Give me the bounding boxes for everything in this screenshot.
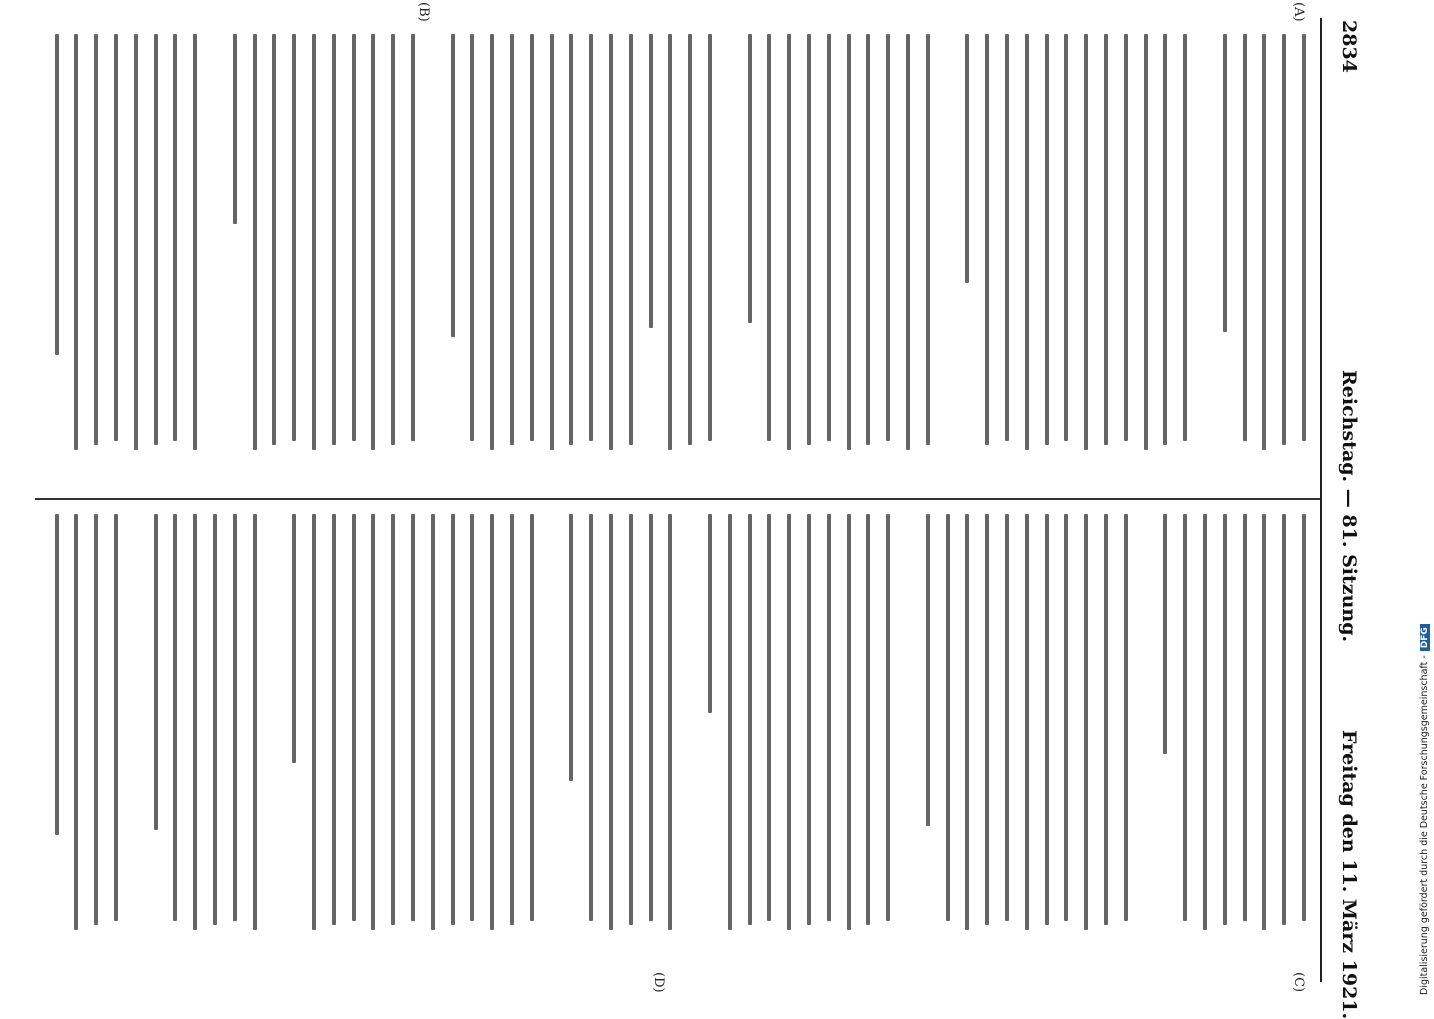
text-line	[233, 34, 237, 224]
text-line	[1104, 34, 1108, 445]
text-line	[728, 514, 732, 930]
text-line	[451, 34, 455, 337]
text-line	[965, 514, 969, 930]
text-line	[312, 514, 316, 930]
text-line	[708, 514, 712, 713]
text-line	[767, 514, 771, 921]
text-line	[173, 514, 177, 921]
text-line	[391, 34, 395, 445]
text-line	[668, 514, 672, 930]
text-line	[253, 34, 257, 450]
text-line	[886, 34, 890, 441]
text-line	[193, 514, 197, 930]
margin-letter-d: (D)	[651, 972, 666, 993]
digitization-credit	[1419, 624, 1430, 995]
text-line	[114, 514, 118, 921]
text-line	[609, 514, 613, 930]
text-line	[589, 34, 593, 441]
text-line	[114, 34, 118, 441]
text-line	[748, 514, 752, 925]
text-line	[866, 34, 870, 445]
text-line	[926, 514, 930, 826]
text-line	[371, 34, 375, 450]
text-line	[1045, 514, 1049, 925]
margin-letter-a: (A)	[1291, 2, 1306, 22]
text-line	[1243, 514, 1247, 921]
text-line	[1163, 514, 1167, 754]
text-line	[1243, 34, 1247, 441]
text-line	[213, 514, 217, 925]
header-rule	[1320, 18, 1322, 982]
text-line	[827, 514, 831, 921]
text-line	[391, 514, 395, 925]
text-column-left	[34, 34, 1314, 486]
text-line	[1262, 34, 1266, 450]
text-line	[470, 34, 474, 441]
text-line	[688, 34, 692, 445]
text-line	[1302, 514, 1306, 921]
text-line	[807, 514, 811, 925]
text-line	[510, 514, 514, 925]
text-line	[787, 514, 791, 930]
text-line	[352, 514, 356, 921]
text-line	[1104, 514, 1108, 925]
text-line	[649, 34, 653, 328]
text-line	[1005, 34, 1009, 441]
text-line	[94, 34, 98, 445]
text-line	[985, 34, 989, 445]
text-line	[134, 34, 138, 450]
text-line	[629, 514, 633, 925]
text-line	[847, 34, 851, 450]
text-line	[154, 514, 158, 830]
margin-letter-c: (C)	[1291, 972, 1306, 993]
text-line	[1025, 514, 1029, 930]
text-line	[629, 34, 633, 445]
text-line	[371, 514, 375, 930]
text-line	[748, 34, 752, 323]
text-line	[926, 34, 930, 445]
text-line	[550, 34, 554, 450]
text-line	[530, 514, 534, 921]
margin-letter-b: (B)	[416, 2, 431, 22]
text-line	[807, 34, 811, 445]
text-line	[490, 34, 494, 450]
text-line	[1262, 514, 1266, 930]
text-line	[1045, 34, 1049, 445]
text-line	[94, 514, 98, 925]
text-line	[847, 514, 851, 930]
text-line	[1223, 34, 1227, 332]
text-line	[312, 34, 316, 450]
text-line	[1064, 34, 1068, 441]
text-line	[332, 34, 336, 445]
text-line	[253, 514, 257, 930]
text-line	[1124, 34, 1128, 441]
text-line	[787, 34, 791, 450]
text-line	[569, 514, 573, 781]
text-line	[1005, 514, 1009, 921]
text-line	[1282, 34, 1286, 445]
text-line	[708, 34, 712, 441]
text-line	[767, 34, 771, 441]
text-line	[1203, 514, 1207, 930]
text-line	[1025, 34, 1029, 450]
text-line	[827, 34, 831, 441]
text-line	[490, 514, 494, 930]
text-line	[1183, 34, 1187, 441]
text-line	[411, 34, 415, 441]
text-line	[431, 514, 435, 930]
text-line	[173, 34, 177, 441]
text-line	[154, 34, 158, 445]
text-line	[352, 34, 356, 441]
text-line	[74, 514, 78, 930]
text-line	[292, 514, 296, 763]
page-number: 2834	[1338, 20, 1360, 73]
text-line	[193, 34, 197, 450]
text-line	[1144, 34, 1148, 450]
text-line	[55, 34, 59, 355]
text-line	[1183, 514, 1187, 921]
text-line	[569, 34, 573, 445]
column-divider	[35, 498, 1320, 500]
text-line	[589, 514, 593, 921]
text-line	[233, 514, 237, 921]
text-line	[1084, 34, 1088, 450]
text-line	[1084, 514, 1088, 930]
text-line	[530, 34, 534, 441]
text-line	[906, 34, 910, 450]
text-line	[1302, 34, 1306, 441]
text-line	[1282, 514, 1286, 925]
dfg-logo-icon: DFG	[1420, 624, 1430, 651]
text-line	[668, 34, 672, 450]
session-date: Freitag den 11. März 1921.	[1338, 730, 1360, 1019]
text-line	[1223, 514, 1227, 925]
text-line	[332, 514, 336, 925]
text-line	[451, 514, 455, 925]
text-line	[74, 34, 78, 450]
text-column-right	[34, 514, 1314, 966]
text-line	[55, 514, 59, 835]
text-line	[609, 34, 613, 450]
running-title: Reichstag. — 81. Sitzung.	[1338, 370, 1360, 643]
text-line	[1124, 514, 1128, 921]
text-line	[510, 34, 514, 445]
text-line	[985, 514, 989, 925]
page-header	[1324, 20, 1366, 1019]
text-line	[946, 514, 950, 921]
text-line	[649, 514, 653, 921]
text-line	[272, 34, 276, 445]
text-line	[886, 514, 890, 921]
text-line	[965, 34, 969, 283]
text-line	[1163, 34, 1167, 445]
text-line	[866, 514, 870, 925]
text-line	[292, 34, 296, 441]
text-line	[411, 514, 415, 921]
text-line	[470, 514, 474, 921]
text-line	[1064, 514, 1068, 921]
credit-text: Digitalisierung gefördert durch die Deutsche Forschungsgemeinschaft -	[1419, 655, 1430, 995]
